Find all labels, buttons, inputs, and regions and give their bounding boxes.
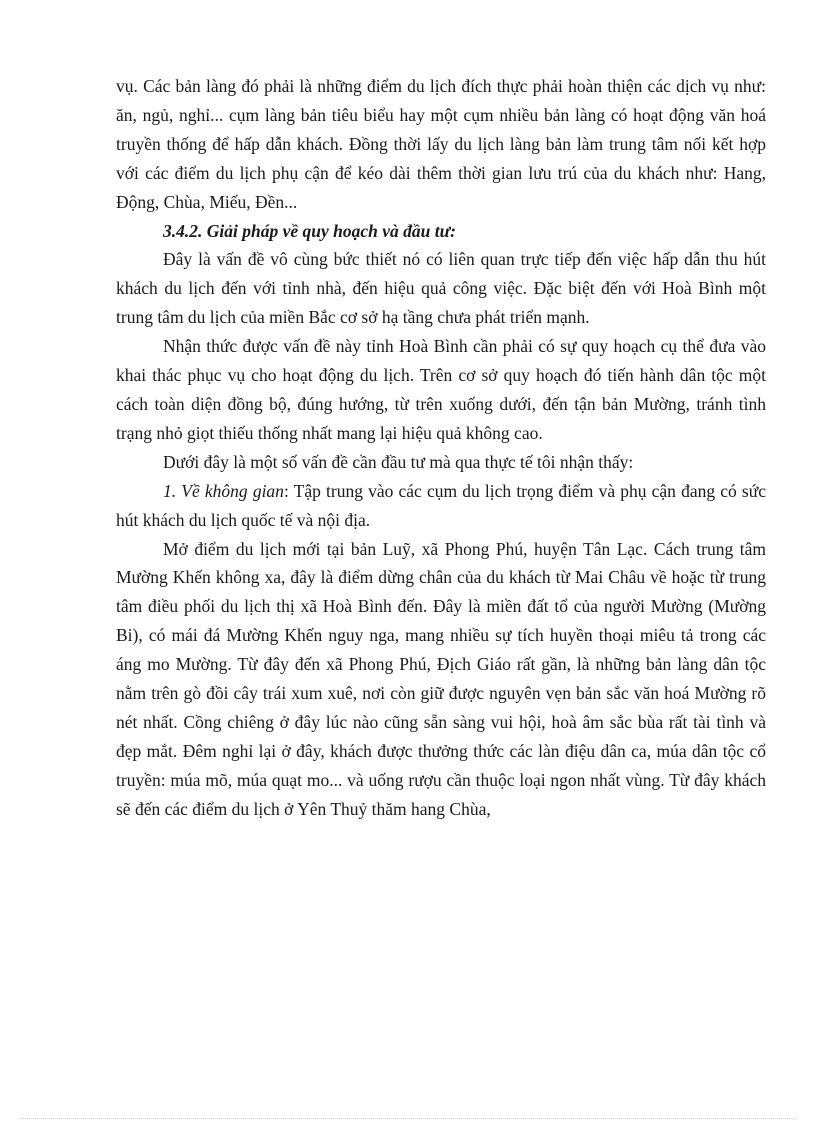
paragraph-urgency: Đây là vấn đề vô cùng bức thiết nó có liên quan trực tiếp đến việc hấp dẫn thu hút khách du lịch đến với tỉnh nhà, đến hiệu quả công việc. Đặc biệt đến với Hoà Bình một trung tâm du lịch của miền Bắc cơ sở hạ tầng chưa phát triển mạnh. <box>116 249 766 328</box>
paragraph-planning: Nhận thức được vấn đề này tỉnh Hoà Bình cần phải có sự quy hoạch cụ thể đưa vào khai thác phục vụ cho hoạt động du lịch. Trên cơ sở quy hoạch đó tiến hành dân tộc một cách toàn diện đồng bộ, đúng hướng, từ trên xuống dưới, đến tận bản Mường, tránh tình trạng nhỏ giọt thiếu thống nhất mang lại hiệu quả không cao. <box>116 336 766 443</box>
document-page <box>116 72 766 824</box>
section-heading: 3.4.2. Giải pháp về quy hoạch và đầu tư: <box>163 220 456 241</box>
paragraph-space <box>116 477 766 535</box>
paragraph-new-destination: Mở điểm du lịch mới tại bản Luỹ, xã Phong Phú, huyện Tân Lạc. Cách trung tâm Mường Khến không xa, đây là điểm dừng chân của du khách từ Mai Châu về hoặc từ trung tâm điều phối du lịch thị xã Hoà Bình đến. Đây là miền đất tổ của người Mường (Mường Bi), có mái đá Mường Khến nguy nga, mang nhiều sự tích huyền thoại miêu tả trong các áng mo Mường. Từ đây đến xã Phong Phú, Địch Giáo rất gần, là những bản làng dân tộc nằm trên gò đồi cây trái xum xuê, nơi còn giữ được nguyên vẹn bản sắc văn hoá Mường rõ nét nhất. Cồng chiêng ở đây lúc nào cũng sẵn sàng vui hội, hoà âm sắc bùa rất tài tình và đẹp mắt. Đêm nghỉ lại ở đây, khách được thưởng thức các làn điệu dân ca, múa dân tộc cổ truyền: múa mõ, múa quạt mo... và uống rượu cần thuộc loại ngon nhất vùng. Từ đây khách sẽ đến các điểm du lịch ở Yên Thuỷ thăm hang Chùa, <box>116 538 766 819</box>
page-bottom-divider <box>20 1118 796 1119</box>
paragraph-intro: vụ. Các bản làng đó phải là những điểm du lịch đích thực phải hoàn thiện các dịch vụ như: ăn, ngủ, nghỉ... cụm làng bản tiêu biểu hay một cụm nhiều bản làng có hoạt động văn hoá truyền thống để hấp dẫn khách. Đồng thời lấy du lịch làng bản làm trung tâm nối kết hợp với các điểm du lịch phụ cận để kéo dài thêm thời gian lưu trú của du khách như: Hang, Động, Chùa, Miếu, Đền... <box>116 76 766 212</box>
space-lead: 1. Về không gian <box>163 480 284 501</box>
paragraph-investment-list: Dưới đây là một số vấn đề cần đầu tư mà qua thực tế tôi nhận thấy: <box>163 451 634 472</box>
space-text: : Tập trung vào các cụm du lịch trọng điểm và phụ cận đang có sức hút khách du lịch quốc tế và nội địa. <box>116 480 766 530</box>
